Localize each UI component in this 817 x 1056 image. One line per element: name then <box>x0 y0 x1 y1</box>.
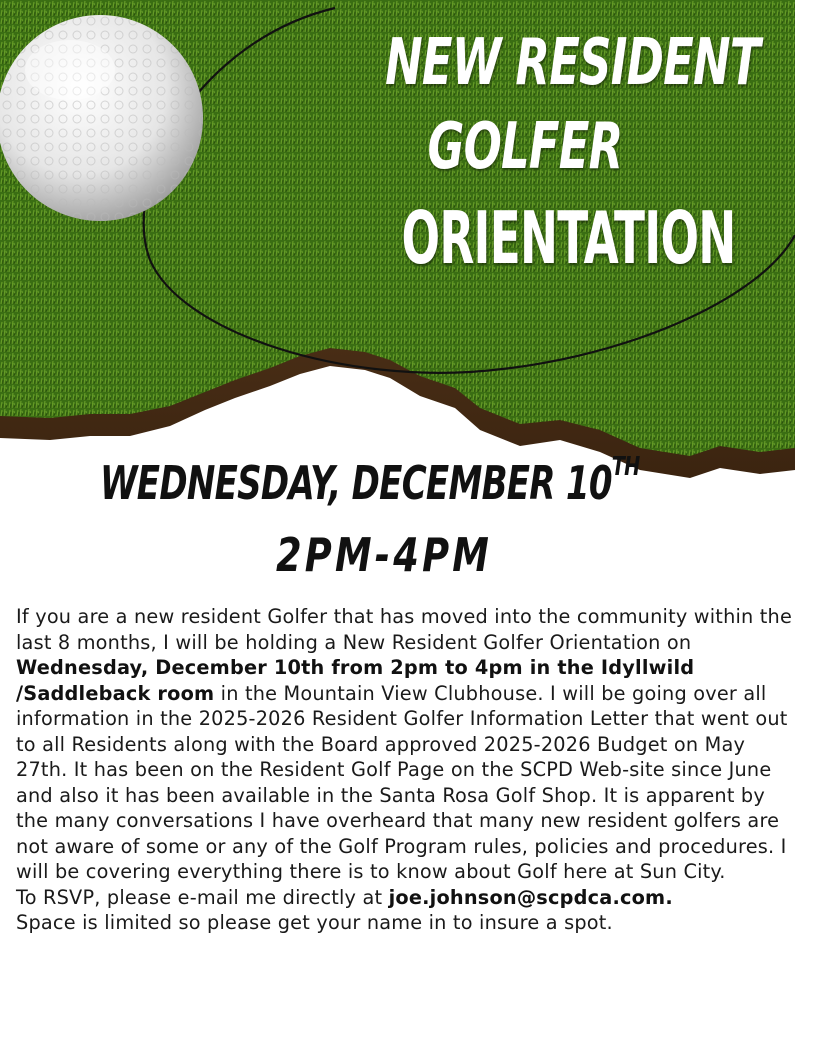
details-intro: If you are a new resident Golfer that has moved into the community within the last 8 months, I will be holding a New Resident Golfer Orientation on <box>16 605 793 654</box>
title-line-1: NEW RESIDENT <box>385 26 760 100</box>
event-date-suffix: TH <box>611 451 640 482</box>
closing-line: Space is limited so please get your name in to insure a spot. <box>16 911 613 934</box>
rsvp-line <box>16 885 796 911</box>
event-details <box>16 604 796 936</box>
title-line-2: GOLFER <box>427 110 623 184</box>
event-time: 2PM-4PM <box>276 528 493 582</box>
title-line-3: ORIENTATION <box>401 196 736 280</box>
rsvp-prefix: To RSVP, please e-mail me directly at <box>16 885 389 909</box>
rsvp-email-link[interactable]: joe.johnson@scpdca.com. <box>388 885 673 909</box>
event-date-text: WEDNESDAY, DECEMBER 10 <box>100 456 612 510</box>
details-location-highlight: Wednesday, December 10th from 2pm to 4pm in the Idyllwild /Saddleback room <box>16 656 695 705</box>
event-date <box>100 451 640 510</box>
details-paragraph <box>16 604 796 885</box>
golf-ball-icon <box>0 15 203 221</box>
details-body: in the Mountain View Clubhouse. I will be going over all information in the 2025-2026 Resident Golfer Information Letter that went out to all Residents along with the Board approved 2025-2026 Budget on May 27th. It has been on the Resident Golf Page on the SCPD Web-site since June and also it has been available in the Santa Rosa Golf Shop. It is apparent by the many conversations I have overheard that many new resident golfers are not aware of some or any of the Golf Program rules, policies and procedures. I will be covering everything there is to know about Golf here at Sun City. <box>16 681 788 883</box>
